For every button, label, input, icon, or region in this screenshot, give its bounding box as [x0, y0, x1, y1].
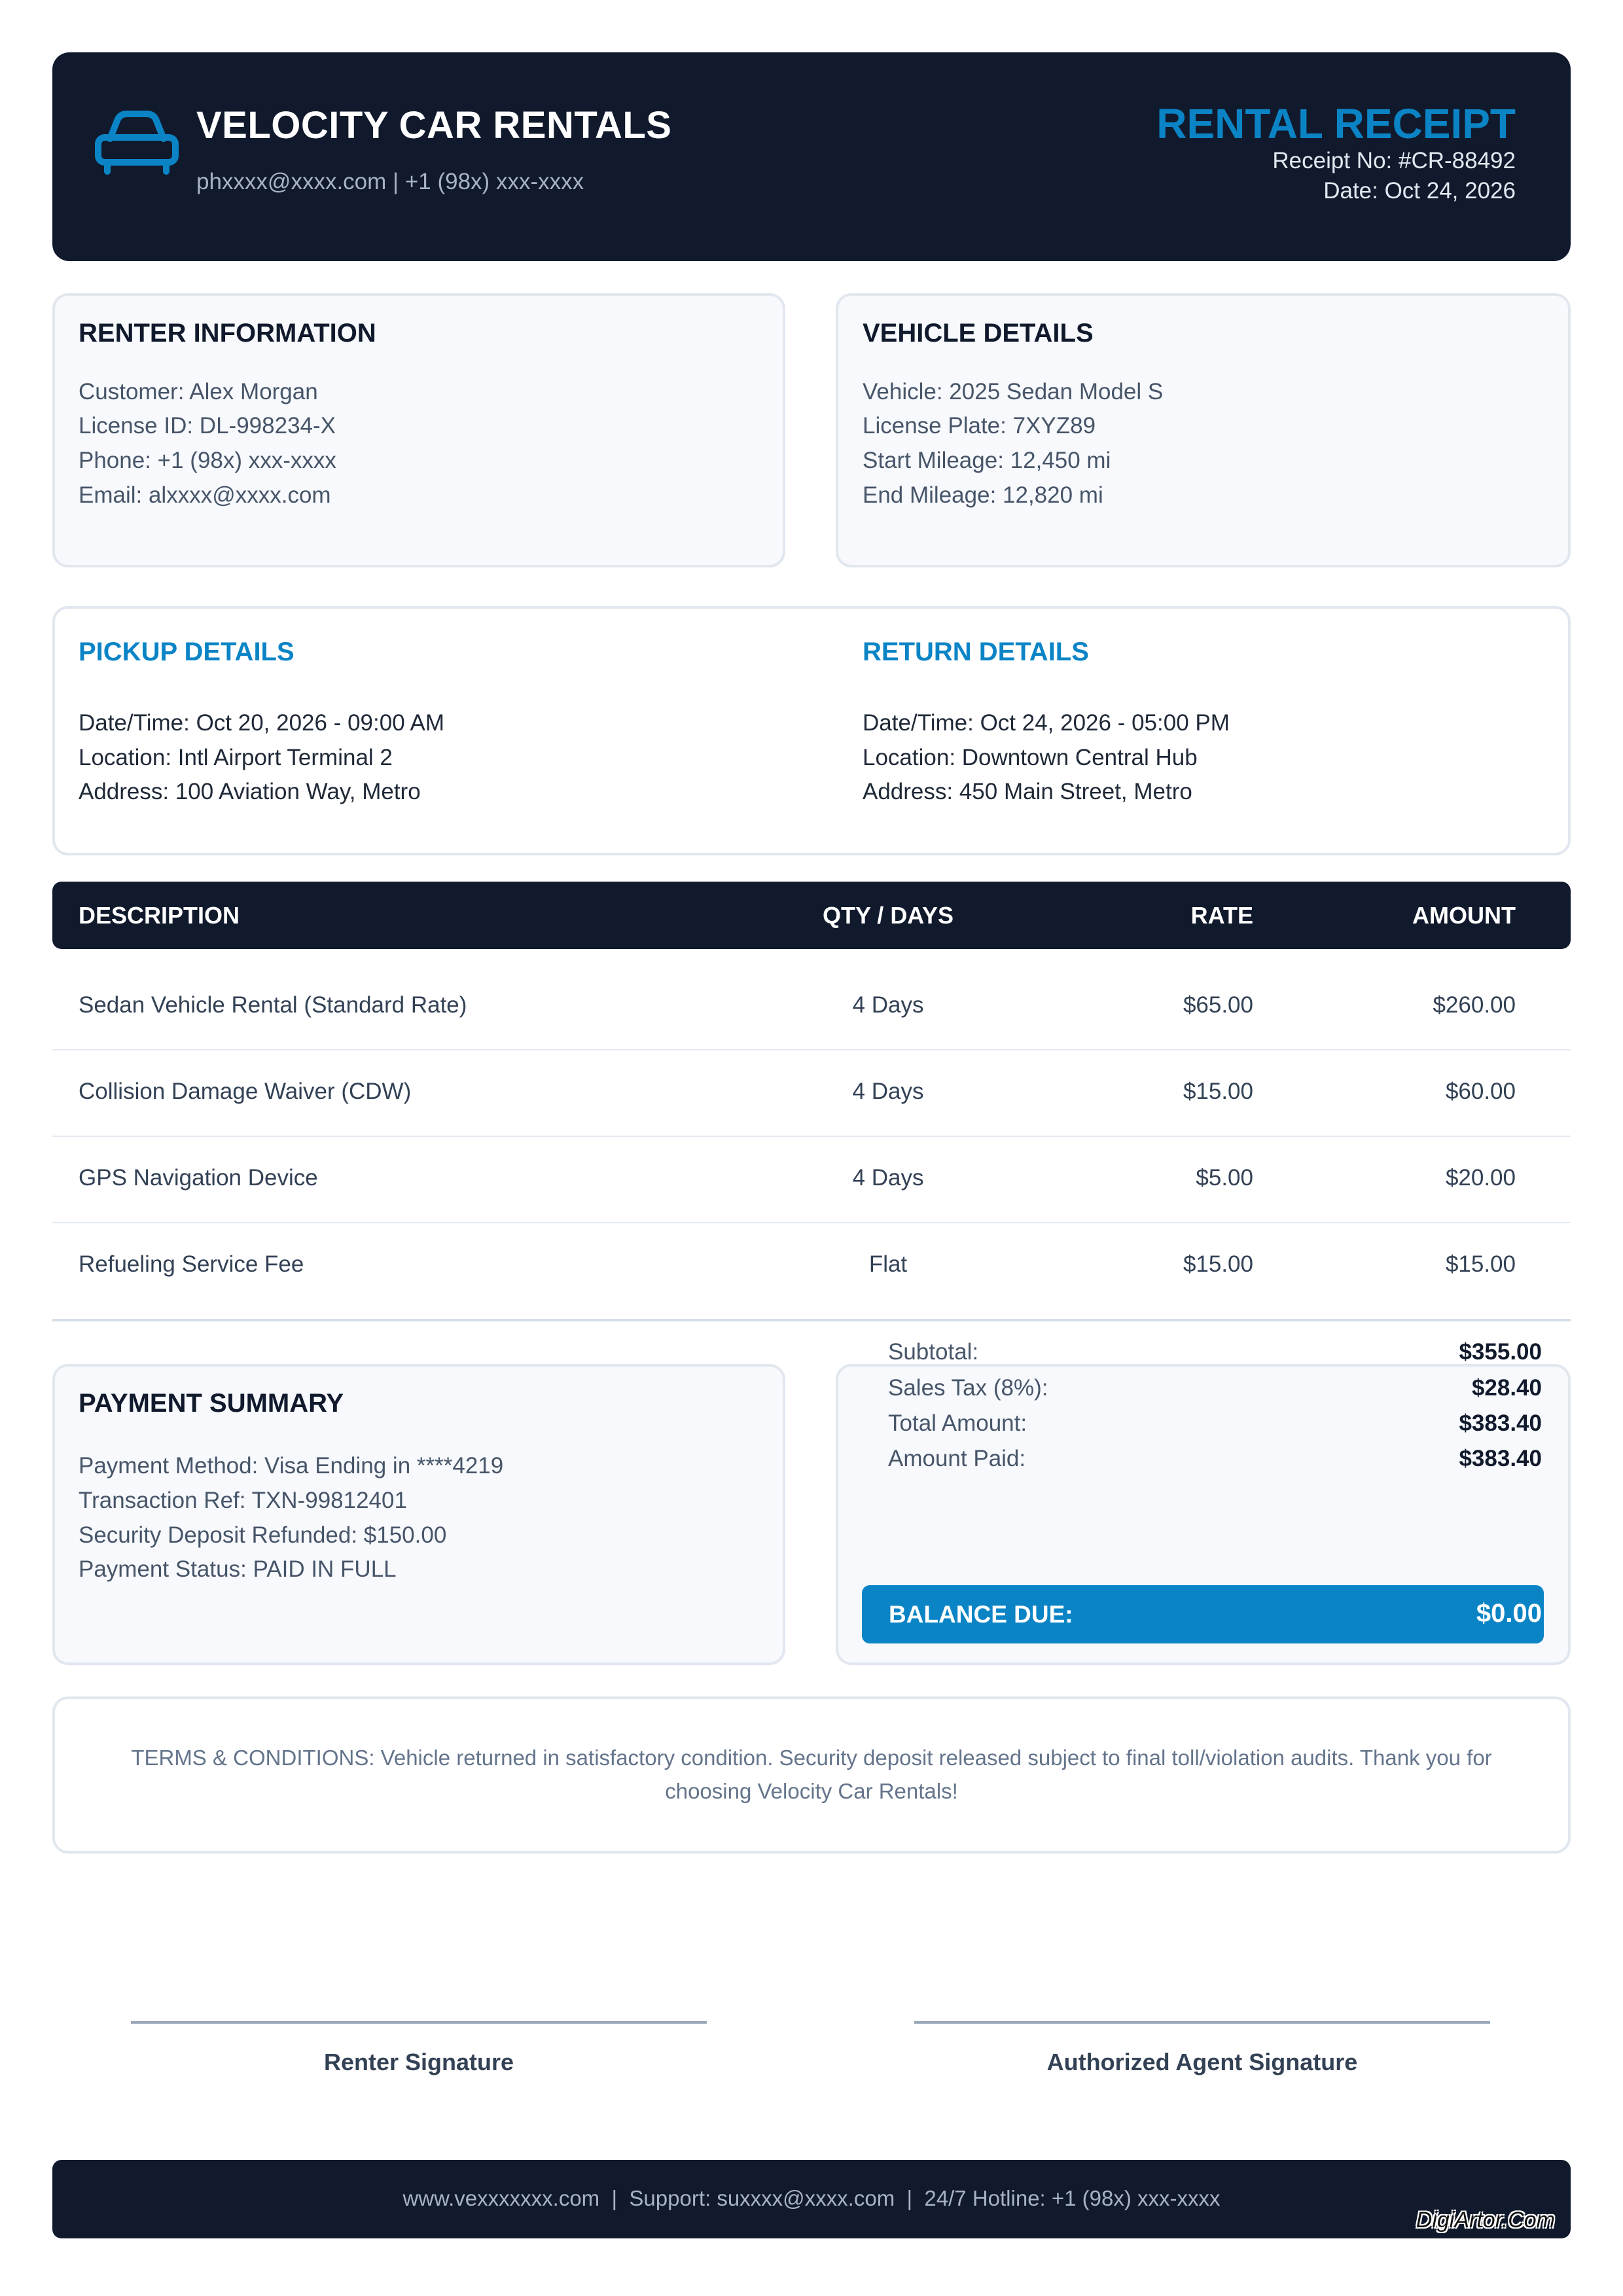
- row-1-qty: 4 Days: [852, 992, 924, 1018]
- row-4-rate: $15.00: [1183, 1251, 1253, 1277]
- watermark: DigiArtor.Com: [1416, 2208, 1555, 2233]
- renter-customer: Customer: Alex Morgan: [79, 379, 318, 404]
- renter-signature-line: [131, 2021, 707, 2024]
- pickup-address: Address: 100 Aviation Way, Metro: [79, 779, 421, 804]
- col-amount: AMOUNT: [1412, 902, 1516, 929]
- subtotal-value: $355.00: [1459, 1339, 1542, 1365]
- payment-summary-title: PAYMENT SUMMARY: [79, 1389, 344, 1418]
- row-2-qty: 4 Days: [852, 1079, 924, 1104]
- vehicle-details-title: VEHICLE DETAILS: [863, 319, 1094, 348]
- row-divider: [52, 1136, 1571, 1137]
- return-location: Location: Downtown Central Hub: [863, 745, 1198, 770]
- renter-signature-label: Renter Signature: [323, 2049, 514, 2075]
- pickup-datetime: Date/Time: Oct 20, 2026 - 09:00 AM: [79, 710, 444, 736]
- balance-due-label: BALANCE DUE:: [889, 1601, 1073, 1628]
- renter-info-title: RENTER INFORMATION: [79, 319, 376, 348]
- vehicle-model: Vehicle: 2025 Sedan Model S: [863, 379, 1164, 404]
- col-qty: QTY / DAYS: [822, 902, 954, 929]
- agent-signature-label: Authorized Agent Signature: [1046, 2049, 1358, 2075]
- return-datetime: Date/Time: Oct 24, 2026 - 05:00 PM: [863, 710, 1230, 736]
- amount-paid-value: $383.40: [1459, 1446, 1542, 1471]
- col-description: DESCRIPTION: [79, 902, 240, 929]
- company-name: VELOCITY CAR RENTALS: [196, 104, 672, 147]
- receipt-number: Receipt No: #CR-88492: [1272, 148, 1516, 173]
- payment-status: Payment Status: PAID IN FULL: [79, 1556, 397, 1582]
- vehicle-start-mileage: Start Mileage: 12,450 mi: [863, 448, 1111, 473]
- pickup-location: Location: Intl Airport Terminal 2: [79, 745, 393, 770]
- row-divider: [52, 1049, 1571, 1050]
- renter-license: License ID: DL-998234-X: [79, 413, 336, 439]
- terms-text: TERMS & CONDITIONS: Vehicle returned in satisfactory condition. Security deposit released subject to final toll/violation audits. Thank you for choosing Velocity Car Rentals!: [131, 1746, 1492, 1803]
- renter-email: Email: alxxxx@xxxx.com: [79, 482, 331, 508]
- row-2-rate: $15.00: [1183, 1079, 1253, 1104]
- payment-method: Payment Method: Visa Ending in ****4219: [79, 1453, 504, 1479]
- return-title: RETURN DETAILS: [863, 637, 1089, 666]
- amount-paid-label: Amount Paid:: [888, 1446, 1026, 1471]
- table-bottom-rule: [52, 1319, 1571, 1321]
- balance-due-value: $0.00: [1476, 1599, 1542, 1628]
- receipt-date: Date: Oct 24, 2026: [1323, 178, 1516, 204]
- transaction-ref: Transaction Ref: TXN-99812401: [79, 1488, 407, 1513]
- return-address: Address: 450 Main Street, Metro: [863, 779, 1192, 804]
- row-3-rate: $5.00: [1196, 1165, 1253, 1191]
- row-3-qty: 4 Days: [852, 1165, 924, 1191]
- footer-contact: www.vexxxxxxx.com | Support: suxxxx@xxxx.com | 24/7 Hotline: +1 (98x) xxx-xxxx: [402, 2186, 1221, 2210]
- row-4-qty: Flat: [868, 1251, 908, 1277]
- deposit-refunded: Security Deposit Refunded: $150.00: [79, 1522, 447, 1548]
- total-amount-label: Total Amount:: [888, 1410, 1027, 1436]
- receipt-title: RENTAL RECEIPT: [1156, 100, 1516, 147]
- row-4-amount: $15.00: [1445, 1251, 1516, 1277]
- renter-phone: Phone: +1 (98x) xxx-xxxx: [79, 448, 336, 473]
- row-1-description: Sedan Vehicle Rental (Standard Rate): [79, 992, 467, 1018]
- vehicle-plate: License Plate: 7XYZ89: [863, 413, 1096, 439]
- total-amount-value: $383.40: [1459, 1410, 1542, 1436]
- car-icon: [93, 109, 181, 177]
- row-2-description: Collision Damage Waiver (CDW): [79, 1079, 412, 1104]
- vehicle-end-mileage: End Mileage: 12,820 mi: [863, 482, 1103, 508]
- row-3-amount: $20.00: [1445, 1165, 1516, 1191]
- agent-signature-line: [914, 2021, 1490, 2024]
- row-4-description: Refueling Service Fee: [79, 1251, 304, 1277]
- row-1-amount: $260.00: [1433, 992, 1516, 1018]
- row-divider: [52, 1222, 1571, 1223]
- row-1-rate: $65.00: [1183, 992, 1253, 1018]
- pickup-title: PICKUP DETAILS: [79, 637, 294, 666]
- subtotal-label: Subtotal:: [888, 1339, 979, 1365]
- company-contact: phxxxx@xxxx.com | +1 (98x) xxx-xxxx: [196, 169, 584, 194]
- col-rate: RATE: [1190, 902, 1253, 929]
- tax-value: $28.40: [1471, 1375, 1542, 1401]
- row-2-amount: $60.00: [1445, 1079, 1516, 1104]
- row-3-description: GPS Navigation Device: [79, 1165, 318, 1191]
- tax-label: Sales Tax (8%):: [888, 1375, 1048, 1401]
